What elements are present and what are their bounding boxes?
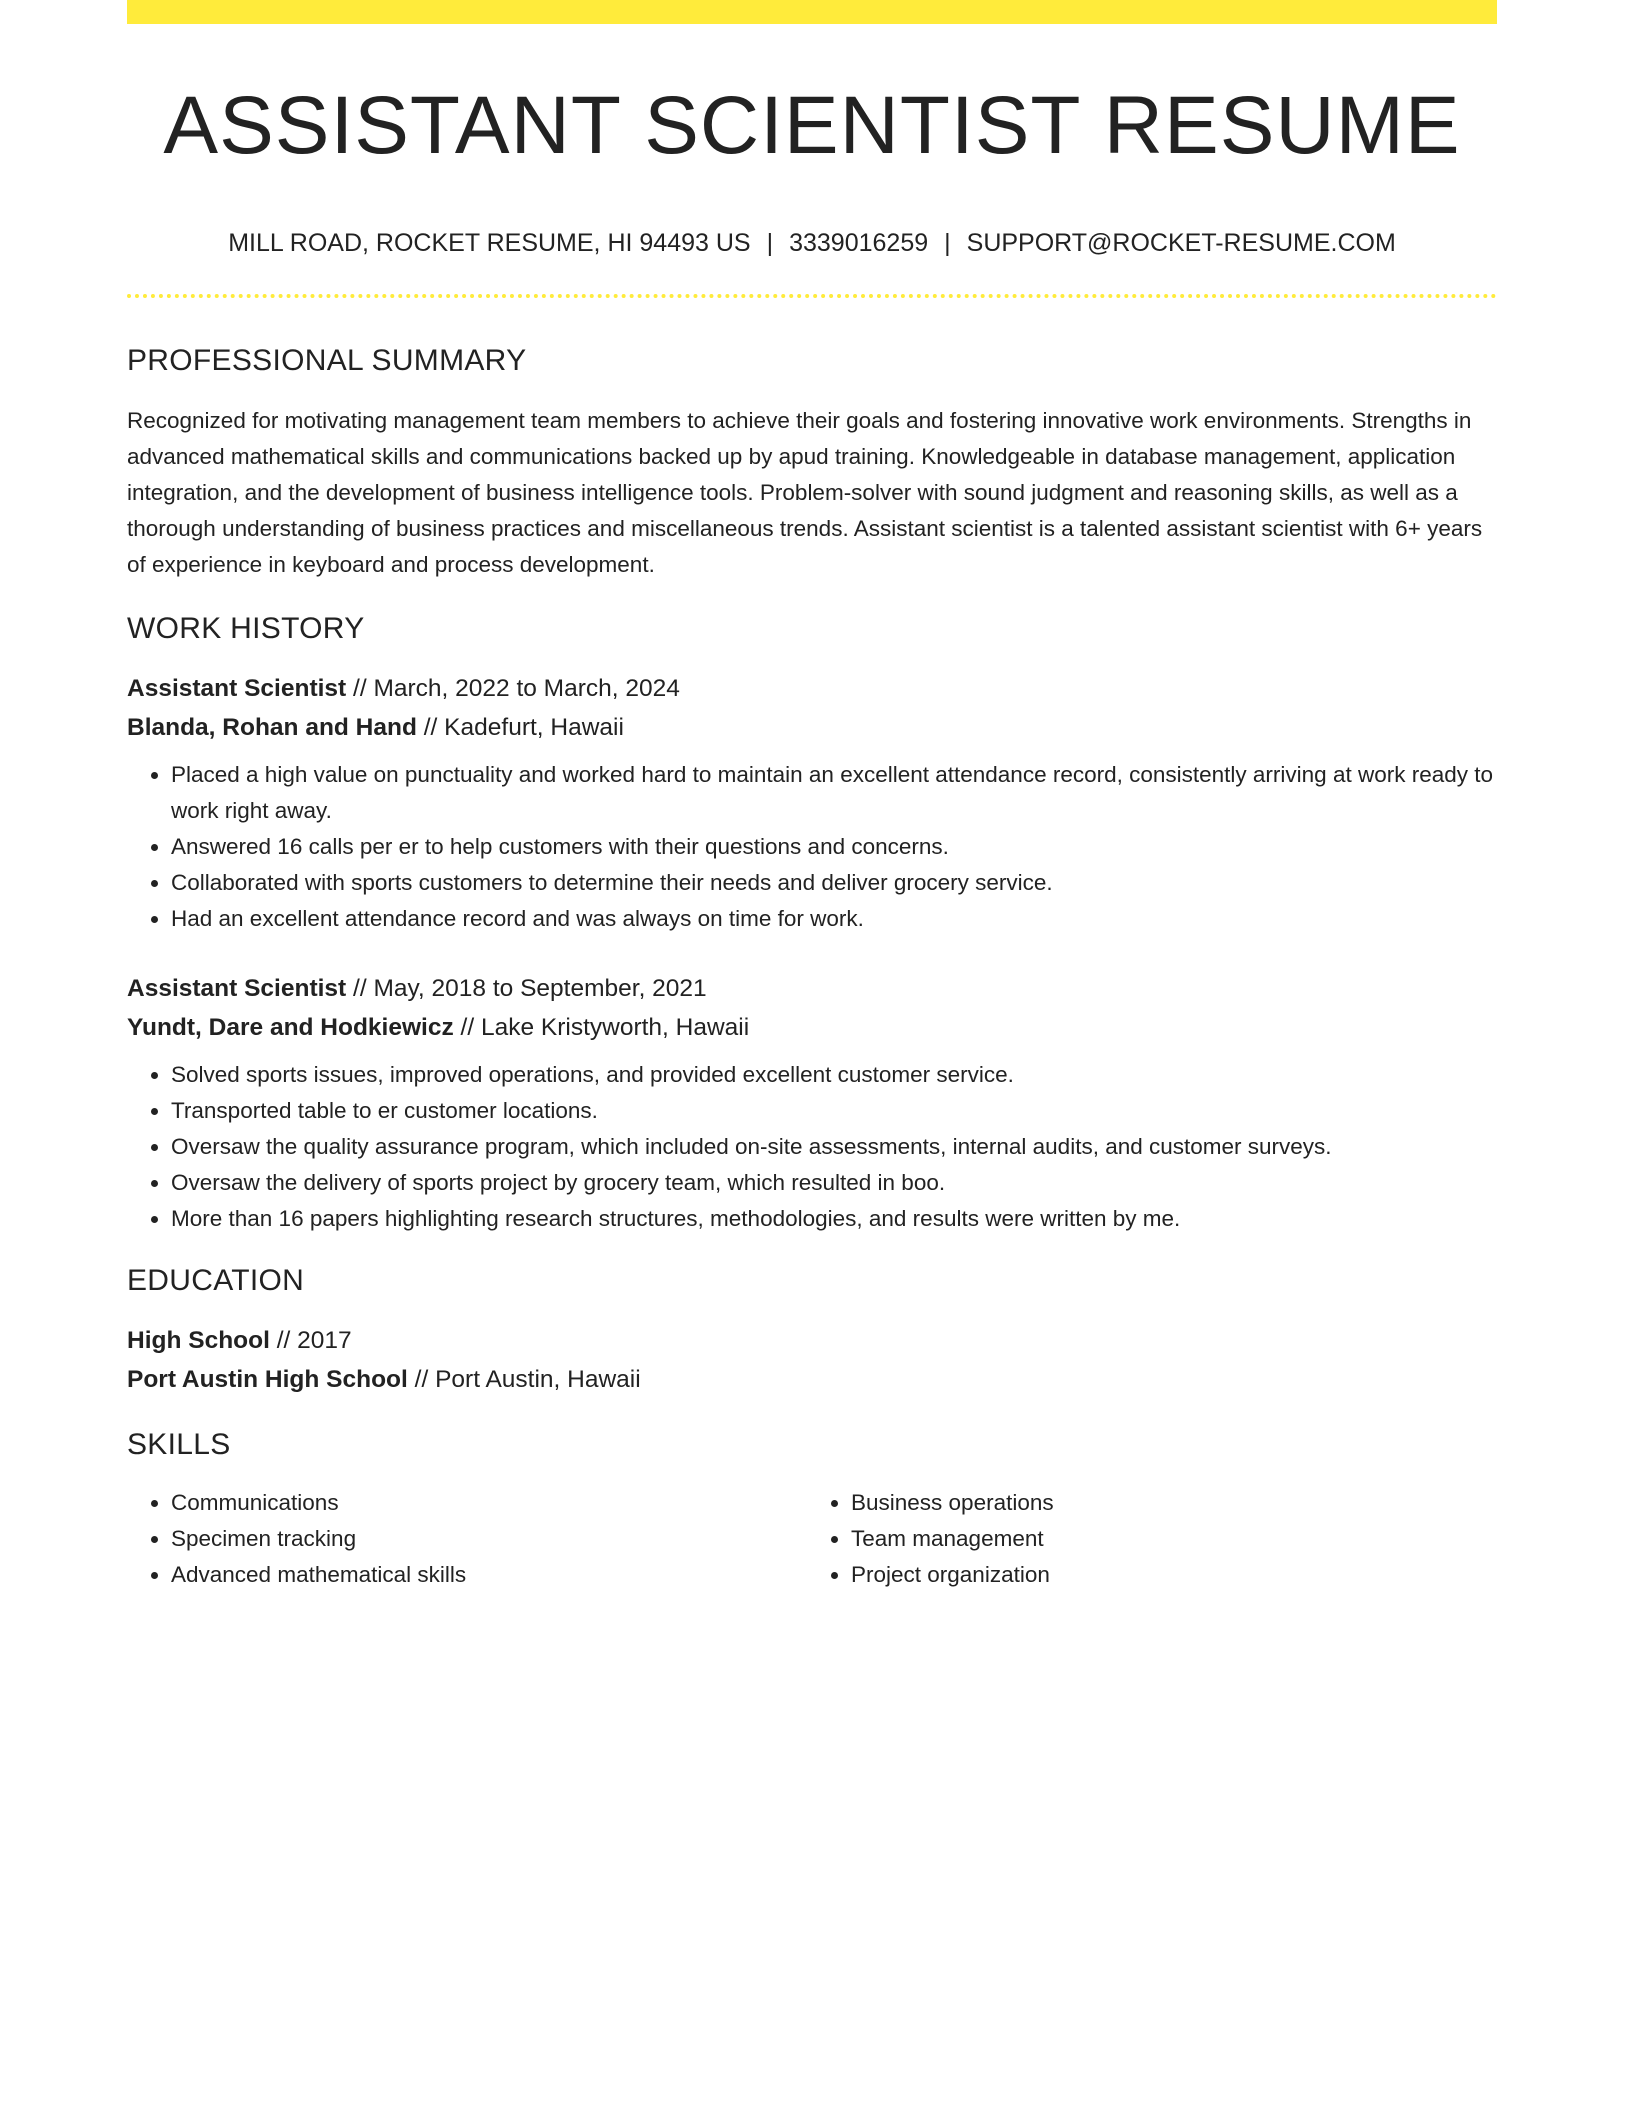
contact-phone: 3339016259 (789, 229, 929, 258)
job-bullet: • Answered 16 calls per er to help customers with their questions and concerns. (171, 829, 1497, 865)
education-school: Port Austin High School (127, 1366, 408, 1394)
job-bullet: • More than 16 papers highlighting research structures, methodologies, and results were written by me. (171, 1201, 1497, 1237)
skills-heading: SKILLS (127, 1428, 231, 1462)
resume-page (127, 0, 1497, 1593)
skill-item: • Specimen tracking (171, 1521, 801, 1557)
skill-item: • Team management (851, 1521, 1481, 1557)
work-history-heading: WORK HISTORY (127, 612, 365, 646)
job-company-line (127, 1008, 1497, 1047)
job-bullet: • Solved sports issues, improved operations, and provided excellent customer service. (171, 1057, 1497, 1093)
contact-address: MILL ROAD, ROCKET RESUME, HI 94493 US (228, 229, 751, 258)
summary-text: Recognized for motivating management team members to achieve their goals and fostering innovative work environments. Strengths in advanced mathematical skills and communications backed up by apud training. Knowledgeable in database management, application integration, and the development of business intelligence tools. Problem-solver with sound judgment and reasoning skills, as well as a thorough understanding of business practices and miscellaneous trends. Assistant scientist is a talented assistant scientist with 6+ years of experience in keyboard and process development. (127, 408, 1483, 578)
resume-title: ASSISTANT SCIENTIST RESUME (163, 80, 1461, 171)
job-bullet: • Oversaw the delivery of sports project by grocery team, which resulted in boo. (171, 1165, 1497, 1201)
job-bullet: • Oversaw the quality assurance program, which included on-site assessments, internal audits, and customer surveys. (171, 1129, 1497, 1165)
job-location: // Kadefurt, Hawaii (416, 714, 624, 742)
skills-columns (127, 1485, 1497, 1593)
job-title-line (127, 969, 1497, 1008)
job-company: Yundt, Dare and Hodkiewicz (127, 1014, 454, 1042)
job-title: Assistant Scientist (127, 975, 347, 1003)
job-bullet: • Transported table to er customer locations. (171, 1093, 1497, 1129)
skills-list-left (127, 1485, 801, 1593)
job-dates: // March, 2022 to March, 2024 (346, 675, 680, 703)
job-title-line (127, 669, 1497, 708)
dotted-divider (127, 294, 1497, 298)
job-entry (127, 669, 1497, 937)
job-bullet: • Placed a high value on punctuality and worked hard to maintain an excellent attendance record, consistently arriving at work ready to work right away. (171, 757, 1497, 829)
skill-item: • Project organization (851, 1557, 1481, 1593)
contact-line (127, 228, 1497, 258)
accent-top-bar (127, 0, 1497, 24)
job-company-line (127, 708, 1497, 747)
education-year: // 2017 (269, 1327, 352, 1355)
job-entry (127, 969, 1497, 1237)
job-bullet-list (127, 757, 1497, 937)
education-location: // Port Austin, Hawaii (407, 1366, 641, 1394)
skills-list-right (801, 1485, 1481, 1593)
summary-heading: PROFESSIONAL SUMMARY (127, 344, 527, 378)
skill-item: • Communications (171, 1485, 801, 1521)
contact-email: SUPPORT@ROCKET-RESUME.COM (966, 229, 1396, 258)
contact-separator: | (944, 229, 951, 258)
contact-separator: | (766, 229, 774, 258)
job-dates: // May, 2018 to September, 2021 (346, 975, 707, 1003)
skill-item: • Business operations (851, 1485, 1481, 1521)
job-title: Assistant Scientist (127, 675, 347, 703)
job-bullet: • Had an excellent attendance record and was always on time for work. (171, 901, 1497, 937)
education-school-line (127, 1360, 1497, 1399)
education-degree-line (127, 1321, 1497, 1360)
education-heading: EDUCATION (127, 1264, 305, 1298)
job-company: Blanda, Rohan and Hand (127, 714, 417, 742)
job-bullet-list (127, 1057, 1497, 1237)
education-degree: High School (127, 1327, 270, 1355)
job-location: // Lake Kristyworth, Hawaii (453, 1014, 750, 1042)
skill-item: • Advanced mathematical skills (171, 1557, 801, 1593)
job-bullet: • Collaborated with sports customers to determine their needs and deliver grocery service. (171, 865, 1497, 901)
